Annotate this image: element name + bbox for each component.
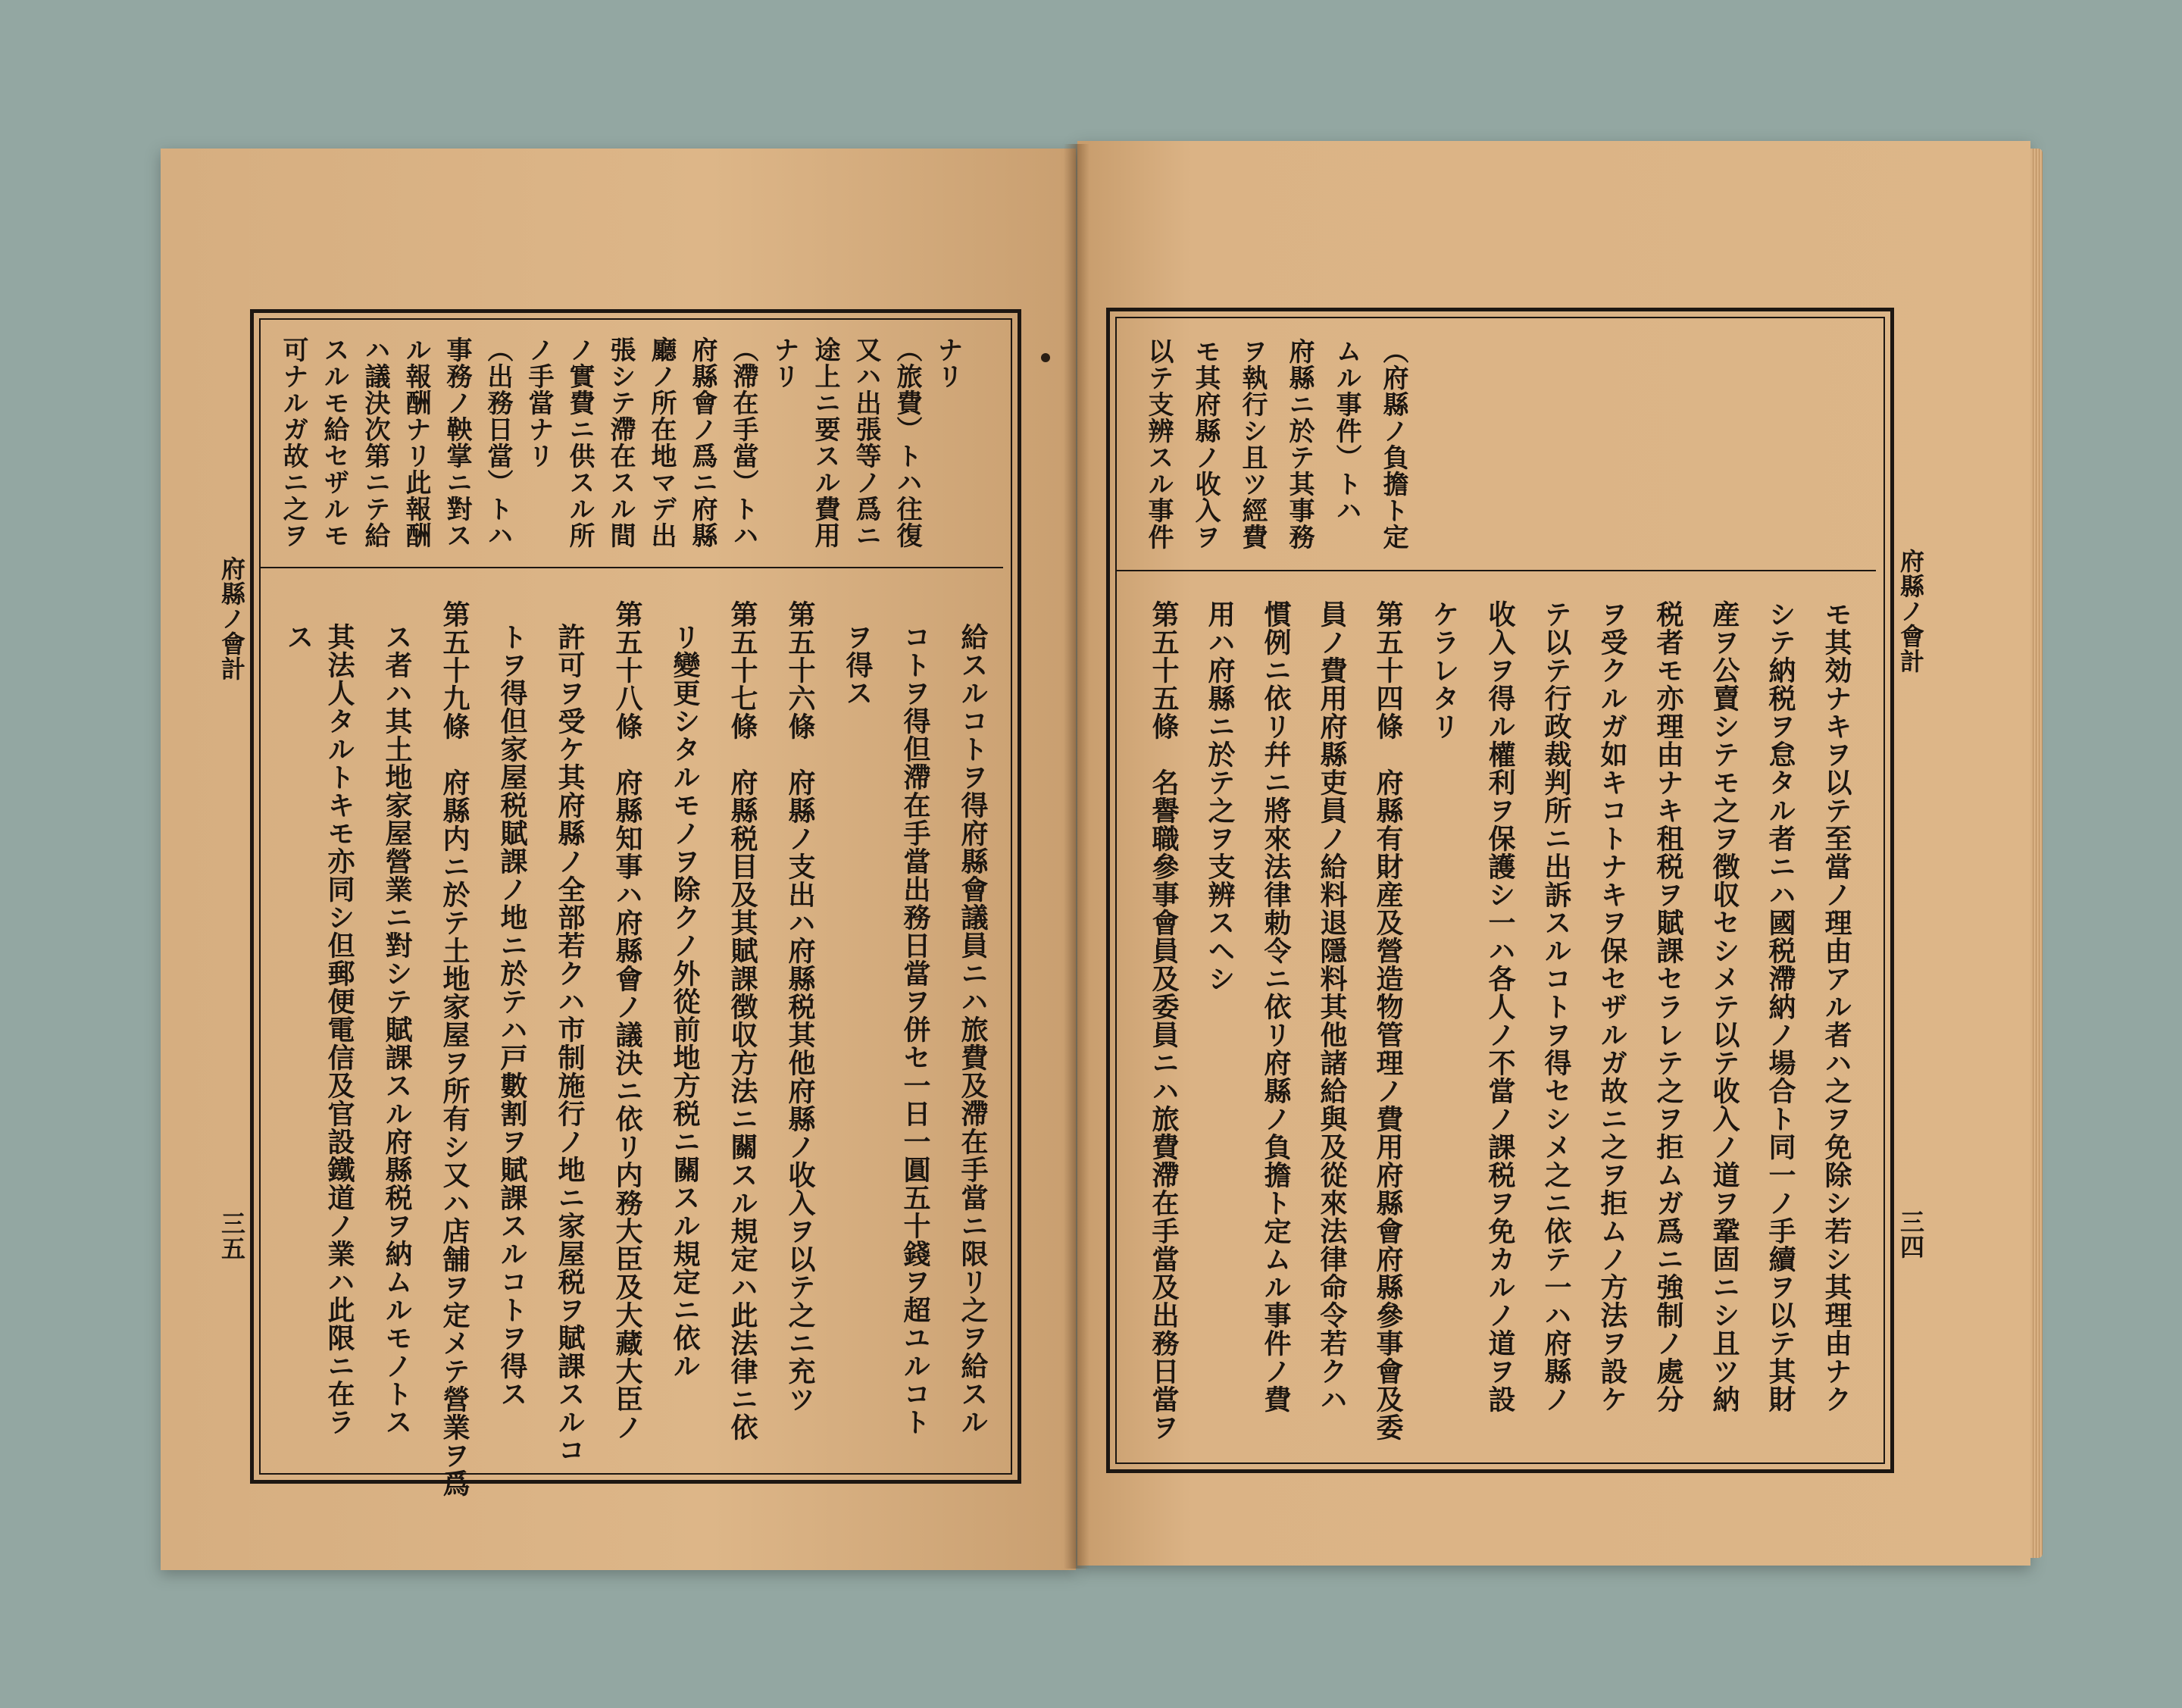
annotation-column: ムル事件）トハ xyxy=(1331,338,1361,524)
body-column: コトヲ得但滯在手當出務日當ヲ併セ一日一圓五十錢ヲ超ユルコト xyxy=(899,623,931,1436)
running-title: 府縣ノ會計 xyxy=(217,556,246,681)
body-column: 收入ヲ得ル權利ヲ保護シ一ハ各人ノ不當ノ課税ヲ免カルノ道ヲ設 xyxy=(1484,600,1516,1413)
article-56: 第五十六條 府縣ノ支出ハ府縣税其他府縣ノ收入ヲ以テ之ニ充ツ xyxy=(784,600,816,1413)
annotation-column: 府縣ニ於テ其事務 xyxy=(1284,338,1315,550)
running-title: 府縣ノ會計 xyxy=(1896,549,1925,674)
body-column: トヲ得但家屋税賦課ノ地ニ於テハ戸數割ヲ賦課スルコトヲ得ス xyxy=(496,623,528,1408)
body-column: 慣例ニ依リ幷ニ將來法律勅令ニ依リ府縣ノ負擔ト定ムル事件ノ費 xyxy=(1260,600,1292,1413)
body-column: ケラレタリ xyxy=(1428,600,1460,740)
annotation-column: 以テ支辨スル事件 xyxy=(1143,338,1174,550)
body-column: モ其効ナキヲ以テ至當ノ理由アル者ハ之ヲ免除シ若シ其理由ナク xyxy=(1821,600,1852,1413)
annotation-column: ル報酬ナリ此報酬 xyxy=(401,336,431,549)
annotation-column: 事務ノ鞅掌ニ對ス xyxy=(442,336,472,549)
body-column: 許可ヲ受ケ其府縣ノ全部若クハ市制施行ノ地ニ家屋税ヲ賦課スルコ xyxy=(554,623,586,1464)
annotation-column: 張シテ滯在スル間 xyxy=(605,336,636,549)
body-column: 税者モ亦理由ナキ租税ヲ賦課セラレテ之ヲ拒ムガ爲ニ強制ノ處分 xyxy=(1652,600,1684,1413)
annotation-column: ナリ xyxy=(769,336,799,389)
body-column: リ變更シタルモノヲ除クノ外從前地方税ニ關スル規定ニ依ル xyxy=(669,623,701,1380)
body-column: ヲ得ス xyxy=(842,623,874,707)
article-59: 第五十九條 府縣内ニ於テ土地家屋ヲ所有シ又ハ店舗ヲ定メテ營業ヲ爲 xyxy=(439,600,470,1497)
annotation-column: ナリ xyxy=(933,336,963,389)
body-column: テ以テ行政裁判所ニ出訴スルコトヲ得セシメ之ニ依テ一ハ府縣ノ xyxy=(1540,600,1572,1413)
body-column: ス xyxy=(283,623,314,651)
annotation-column: 又ハ出張等ノ爲ニ xyxy=(851,336,881,549)
body-column: シテ納税ヲ怠タル者ニハ國税滯納ノ場合ト同一ノ手續ヲ以テ其財 xyxy=(1765,600,1796,1413)
body-column: 其法人タルトキモ亦同シ但郵便電信及官設鐵道ノ業ハ此限ニ在ラ xyxy=(324,623,355,1436)
annotation-column: 府縣會ノ爲ニ府縣 xyxy=(687,336,717,549)
body-column: 員ノ費用府縣吏員ノ給料退隱料其他諸給與及從來法律命令若クハ xyxy=(1316,600,1348,1413)
page-edges xyxy=(2030,149,2043,1558)
left-annotation-divider xyxy=(261,567,1003,568)
annotation-column: ヲ執行シ且ツ經費 xyxy=(1237,338,1268,550)
right-annotation-divider xyxy=(1117,570,1876,571)
annotation-column: （府縣ノ負擔ト定 xyxy=(1378,338,1408,550)
body-column: 給スルコトヲ得府縣會議員ニハ旅費及滯在手當ニ限リ之ヲ給スル xyxy=(957,623,989,1436)
annotation-column: スルモ給セザルモ xyxy=(319,336,349,549)
annotation-column: ノ手當ナリ xyxy=(524,336,554,469)
article-57: 第五十七條 府縣税目及其賦課徴収方法ニ關スル規定ハ此法律ニ依 xyxy=(727,600,758,1441)
annotation-column: （旅費）トハ往復 xyxy=(892,336,922,549)
annotation-column: ハ議決次第ニテ給 xyxy=(360,336,390,549)
body-column: ヲ受クルガ如キコトナキヲ保セザルガ故ニ之ヲ拒ムノ方法ヲ設ケ xyxy=(1596,600,1628,1413)
annotation-column: 途上ニ要スル費用 xyxy=(810,336,840,549)
annotation-column: 廳ノ所在地マデ出 xyxy=(646,336,677,549)
article-55: 第五十五條 名譽職參事會員及委員ニハ旅費滯在手當及出務日當ヲ xyxy=(1148,600,1180,1441)
body-column: 用ハ府縣ニ於テ之ヲ支辨スヘシ xyxy=(1204,600,1236,993)
book-gutter xyxy=(1064,144,1089,1569)
annotation-column: モ其府縣ノ收入ヲ xyxy=(1190,338,1221,550)
article-54: 第五十四條 府縣有財産及營造物管理ノ費用府縣會府縣參事會及委 xyxy=(1372,600,1404,1441)
page-number: 三四 xyxy=(1896,1209,1925,1259)
body-column: 産ヲ公賣シテモ之ヲ徴収セシメテ以テ收入ノ道ヲ鞏固ニシ且ツ納 xyxy=(1708,600,1740,1413)
annotation-column: （滯在手當）トハ xyxy=(728,336,758,549)
annotation-column: （出務日當）トハ xyxy=(483,336,513,549)
page-number: 三五 xyxy=(217,1211,246,1261)
annotation-column: 可ナルガ故ニ之ヲ xyxy=(278,336,308,549)
body-column: ス者ハ其土地家屋營業ニ對シテ賦課スル府縣税ヲ納ムルモノトス xyxy=(381,623,413,1436)
annotation-column: ノ實費ニ供スル所 xyxy=(564,336,595,549)
article-58: 第五十八條 府縣知事ハ府縣會ノ議決ニ依リ内務大臣及大藏大臣ノ xyxy=(611,600,643,1441)
binding-hole xyxy=(1041,353,1050,362)
